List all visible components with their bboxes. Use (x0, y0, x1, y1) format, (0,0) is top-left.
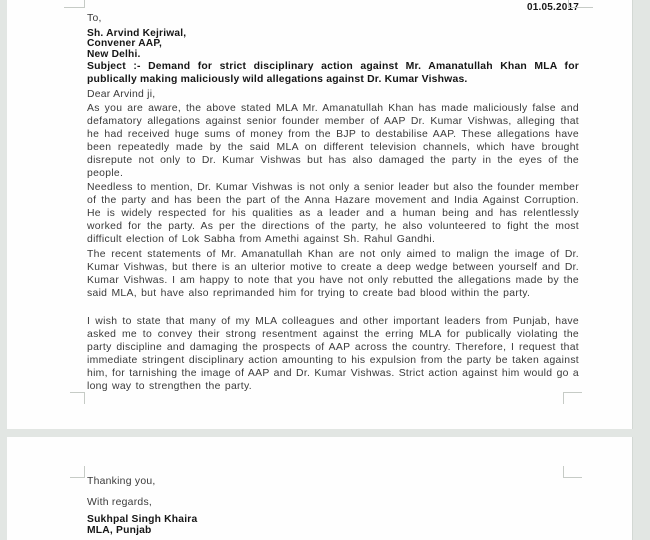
crop-mark-page2-top-right (563, 466, 582, 478)
signature-name: Sukhpal Singh Khaira (87, 514, 198, 525)
recipient-name: Sh. Arvind Kejriwal, (87, 28, 187, 39)
recipient-block (87, 29, 579, 60)
salutation: Dear Arvind ji, (87, 89, 156, 100)
crop-mark-page1-bottom-left (70, 392, 85, 404)
crop-mark-page1-bottom-right (563, 392, 582, 404)
to-label: To, (87, 13, 102, 24)
paragraph-1: As you are aware, the above stated MLA Mr. Amanatullah Khan has made maliciously false and defamatory allegations against senior founder member of AAP Dr. Kumar Vishwas, alleging that he had received huge sums of money from the BJP to destabilise AAP. These allegations have been repeatedly made by the said MLA on different television channels, which have brought disrepute not only to Dr. Kumar Vishwas but has also damaged the party in the eyes of the people. (87, 103, 579, 179)
signature-title: MLA, Punjab (87, 524, 152, 536)
page1-content (87, 0, 579, 429)
signature-block (87, 515, 579, 536)
recipient-city: New Delhi. (87, 48, 141, 60)
page2-content (87, 437, 579, 540)
paragraph-4: I wish to state that many of my MLA colleagues and other important leaders from Punjab, have asked me to convey their strong resentment against the erring MLA for publically violating the party discipline and damaging the prospects of AAP across the country. Therefore, I request that immediate stringent disciplinary action amounting to his expulsion from the party be taken against him, for tarnishing the image of AAP and Dr. Kumar Vishwas. Strict action against him would go a long way to strengthen the party. (87, 316, 579, 392)
paragraph-3: The recent statements of Mr. Amanatullah Khan are not only aimed to malign the image of Dr. Kumar Vishwas, but there is an ulterior motive to create a deep wedge between yourself and Dr. Kumar Vishwas. I am happy to note that you have not only rebutted the allegations made by the said MLA, but have also reprimanded him for trying to create bad blood within the party. (87, 249, 579, 299)
crop-mark-page1-top-right (568, 0, 593, 8)
letter-date: 01.05.2017 (526, 2, 579, 13)
crop-mark-page1-top-left (64, 0, 85, 8)
paragraph-2: Needless to mention, Dr. Kumar Vishwas is not only a senior leader but also the founder member of the party and has been the part of the Anna Hazare movement and India Against Corruption. He is widely respected for his qualities as a leader and a human being and has relentlessly worked for the party. As per the directions of the party, he also volunteered to fight the most difficult election of Lok Sabha from Amethi against Sh. Rahul Gandhi. (87, 182, 579, 245)
letter-page-1 (7, 0, 633, 429)
subject-line: Subject :- Demand for strict disciplinary action against Mr. Amanatullah Khan MLA for publically making maliciously wild allegations against Dr. Kumar Vishwas. (87, 61, 579, 85)
recipient-role: Convener AAP, (87, 38, 163, 50)
closing-thanks: Thanking you, (87, 476, 156, 487)
letter-page-2 (7, 437, 633, 540)
crop-mark-page2-top-left (70, 466, 85, 478)
closing-regards: With regards, (87, 497, 153, 508)
